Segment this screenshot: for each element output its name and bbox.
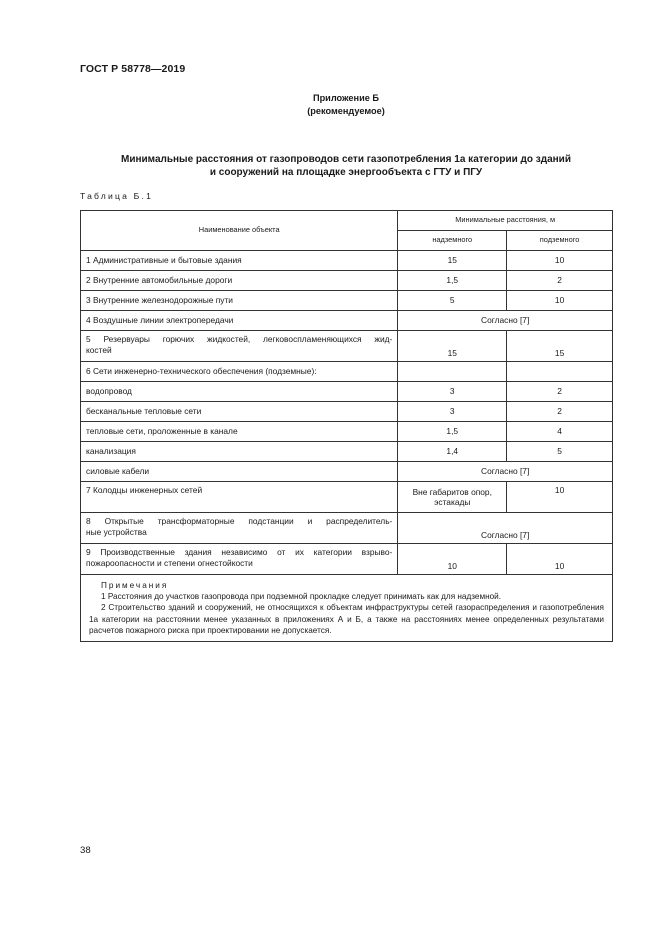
table-row	[81, 482, 613, 513]
table-row	[81, 462, 613, 482]
row-above-empty	[398, 362, 507, 382]
header-above-ground: надземного	[398, 231, 507, 251]
table-row	[81, 251, 613, 271]
table-row	[81, 513, 613, 544]
header-min-distances: Минимальные расстояния, м	[398, 211, 613, 231]
row-below: 2	[507, 402, 613, 422]
row-name-line-2: костей	[86, 344, 112, 355]
note-2: 2 Строительство зданий и сооружений, не относящихся к объектам инфраструктуры сетей газораспределения и газопотребления 1а категории на расстоянии менее указанных в приложениях А и Б, а также на расстояниях менее определенных результатами расчетов пожарного риска при проектировании не допускается.	[89, 603, 604, 635]
heading-line-2: и сооружений на площадке энергообъекта с ГТУ и ПГУ	[209, 167, 483, 178]
row-below: 10	[507, 291, 613, 311]
table-row	[81, 382, 613, 402]
document-code: ГОСТ Р 58778—2019	[80, 63, 186, 75]
row-above: 15	[398, 251, 507, 271]
row-name-line-2: ные устройства	[86, 526, 147, 537]
row-above-line-2: эстакады	[434, 497, 471, 507]
row-below: 2	[507, 271, 613, 291]
row-name: водопровод	[81, 382, 398, 402]
header-below-ground: подземного	[507, 231, 613, 251]
table-row	[81, 311, 613, 331]
row-above-line-1: Вне габаритов опор,	[412, 486, 492, 497]
row-below: 10	[507, 482, 613, 513]
row-name	[81, 544, 398, 575]
row-name: 2 Внутренние автомобильные дороги	[81, 271, 398, 291]
row-below: 10	[507, 251, 613, 271]
row-name	[81, 331, 398, 362]
row-name-line-1: 9 Производственные здания независимо от их категории взрыво-	[86, 547, 393, 557]
row-name: 6 Сети инженерно-технического обеспечения (подземные):	[81, 362, 398, 382]
row-name: бесканальные тепловые сети	[81, 402, 398, 422]
row-below: 2	[507, 382, 613, 402]
appendix-heading	[80, 92, 612, 117]
table-label: Таблица Б.1	[80, 191, 154, 201]
row-name: силовые кабели	[81, 462, 398, 482]
page-number: 38	[80, 845, 91, 856]
row-above: 3	[398, 382, 507, 402]
row-above	[398, 482, 507, 513]
table-row	[81, 442, 613, 462]
heading-line-1: Минимальные расстояния от газопроводов сети газопотребления 1а категории до зданий	[121, 154, 571, 165]
appendix-title: Приложение Б	[312, 93, 380, 103]
notes	[81, 575, 613, 642]
row-below-empty	[507, 362, 613, 382]
table-row	[81, 271, 613, 291]
appendix-subtitle: (рекомендуемое)	[307, 105, 385, 116]
row-above: 1,5	[398, 271, 507, 291]
row-name-line-1: 5 Резервуары горючих жидкостей, легковоспламеняющихся жид-	[86, 334, 393, 344]
table-row	[81, 291, 613, 311]
row-name: 4 Воздушные линии электропередачи	[81, 311, 398, 331]
row-above: 5	[398, 291, 507, 311]
row-name-line-2: пожароопасности и степени огнестойкости	[86, 557, 253, 568]
row-above: 1,5	[398, 422, 507, 442]
table-row	[81, 422, 613, 442]
row-name: тепловые сети, проложенные в канале	[81, 422, 398, 442]
table-row	[81, 402, 613, 422]
distances-table	[80, 210, 613, 642]
section-heading	[80, 153, 612, 179]
row-name: 3 Внутренние железнодорожные пути	[81, 291, 398, 311]
row-above: 15	[398, 331, 507, 362]
note-1: 1 Расстояния до участков газопровода при подземной прокладке следует принимать как для надземной.	[101, 592, 502, 602]
row-name: 1 Административные и бытовые здания	[81, 251, 398, 271]
table-row	[81, 331, 613, 362]
row-name: канализация	[81, 442, 398, 462]
header-object-name: Наименование объекта	[81, 211, 398, 251]
row-name-line-1: 8 Открытые трансформаторные подстанции и распределитель-	[86, 516, 393, 526]
row-merged-value: Согласно [7]	[398, 462, 613, 482]
row-below: 5	[507, 442, 613, 462]
row-below: 10	[507, 544, 613, 575]
row-above: 3	[398, 402, 507, 422]
table-row	[81, 544, 613, 575]
row-below: 15	[507, 331, 613, 362]
notes-title: Примечания	[101, 581, 169, 590]
notes-row	[81, 575, 613, 642]
row-above: 1,4	[398, 442, 507, 462]
row-above: 10	[398, 544, 507, 575]
row-merged-value: Согласно [7]	[398, 513, 613, 544]
row-below: 4	[507, 422, 613, 442]
row-merged-value: Согласно [7]	[398, 311, 613, 331]
table-row	[81, 362, 613, 382]
row-name	[81, 513, 398, 544]
row-name: 7 Колодцы инженерных сетей	[81, 482, 398, 513]
